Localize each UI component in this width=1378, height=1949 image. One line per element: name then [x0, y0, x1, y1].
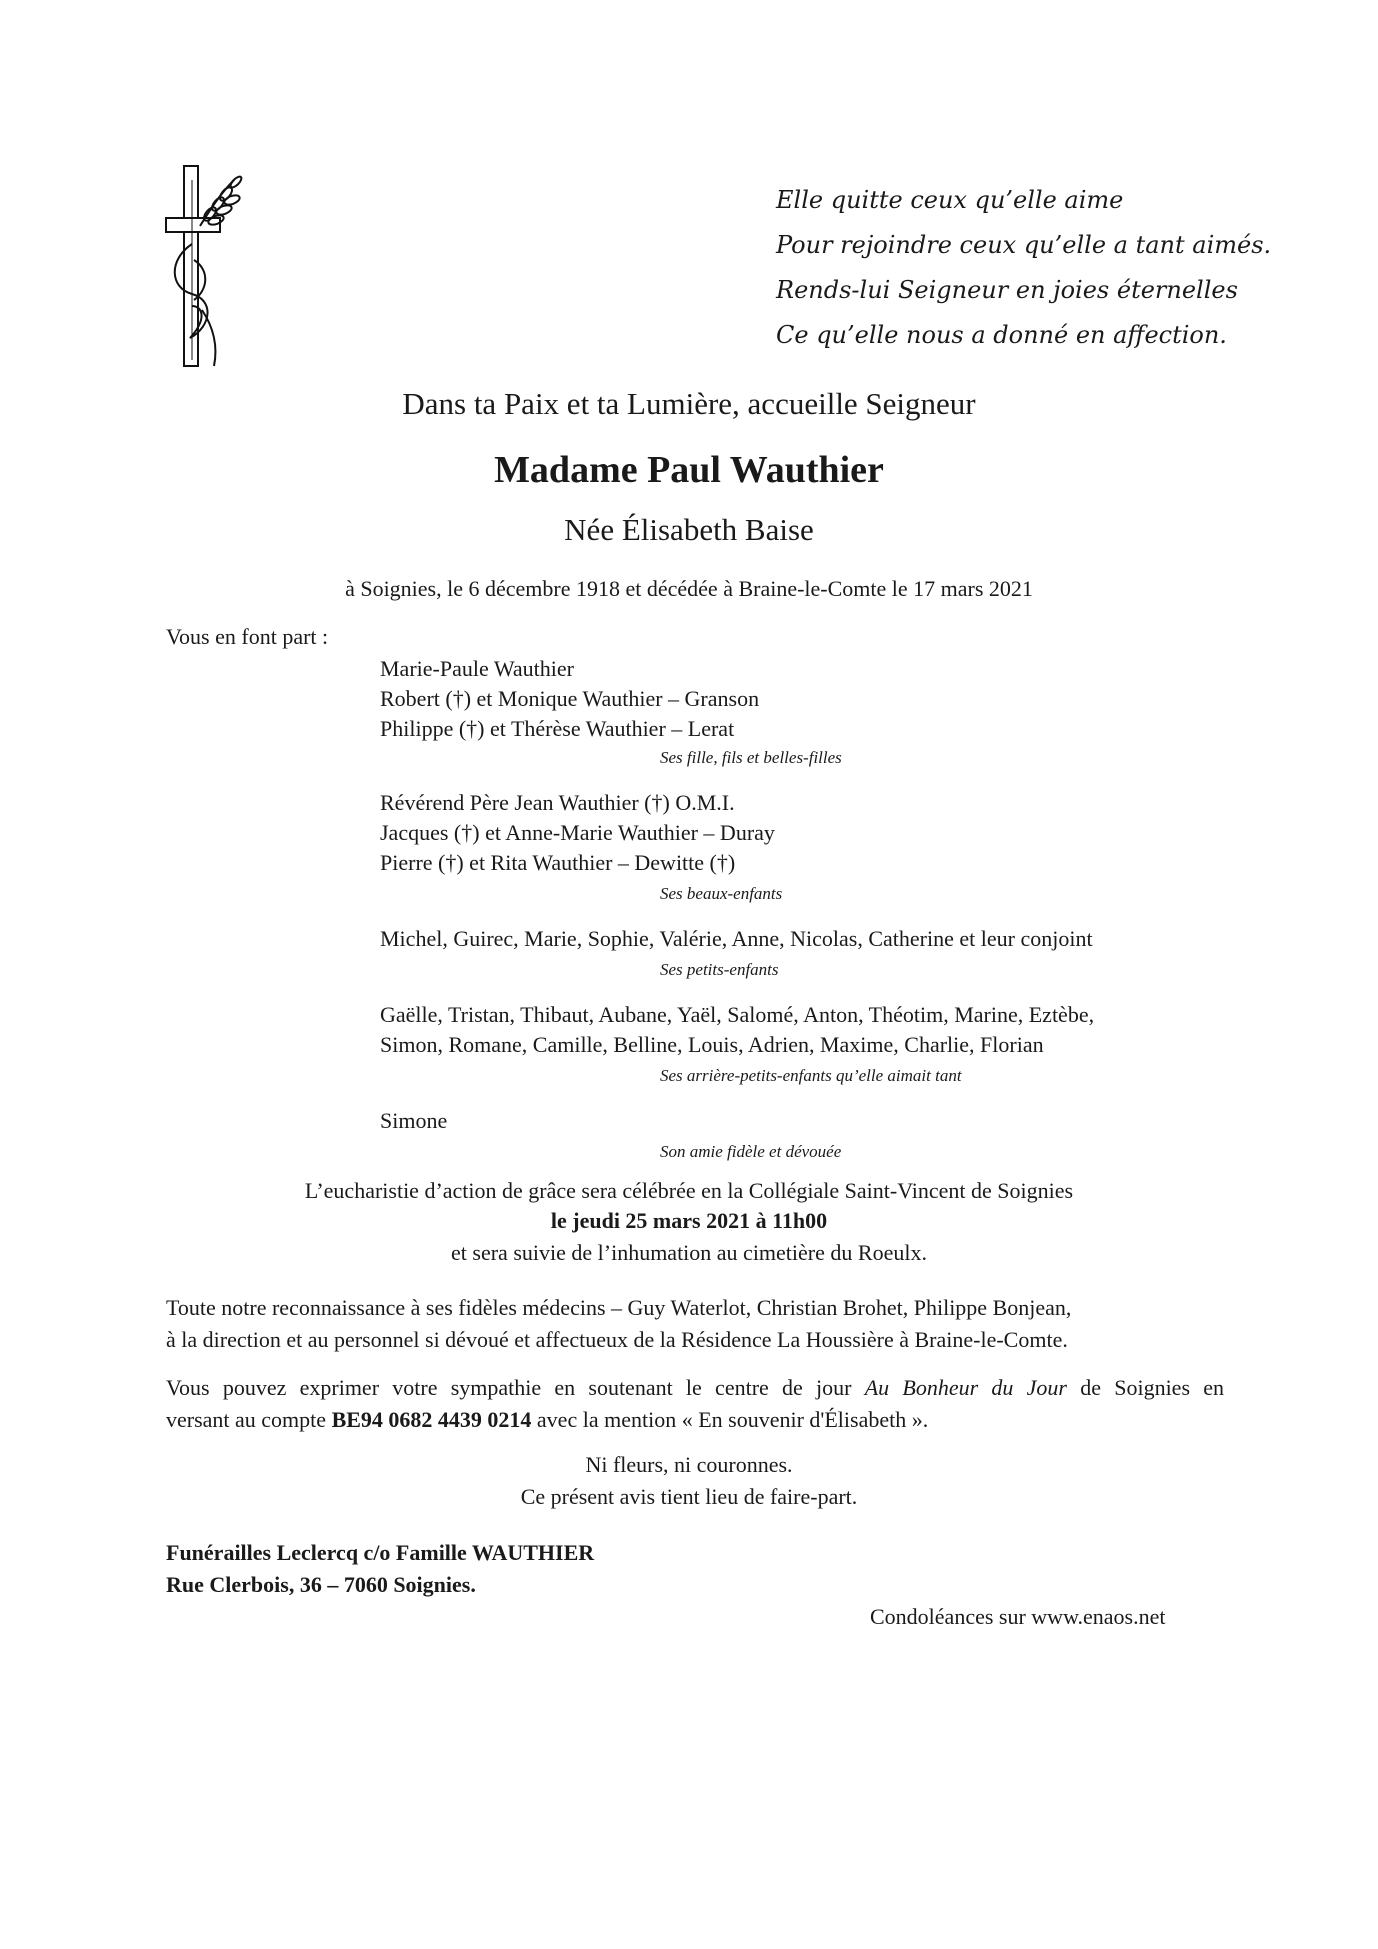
- family-intro: Vous en font part :: [166, 624, 329, 649]
- donation-text: de Soignies en: [1080, 1375, 1225, 1400]
- poem-line: Ce qu’elle nous a donné en affection.: [776, 321, 1227, 349]
- family-member: Jacques (†) et Anne-Marie Wauthier – Duray: [380, 820, 775, 845]
- family-member: Gaëlle, Tristan, Thibaut, Aubane, Yaël, Salomé, Anton, Théotim, Marine, Eztèbe,: [380, 1002, 1095, 1027]
- family-member: Robert (†) et Monique Wauthier – Granson: [380, 686, 760, 711]
- family-member: Marie-Paule Wauthier: [380, 656, 574, 681]
- thanks-line: Toute notre reconnaissance à ses fidèles médecins – Guy Waterlot, Christian Brohet, Philippe Bonjean,: [166, 1295, 1072, 1320]
- family-member: Philippe (†) et Thérèse Wauthier – Lerat: [380, 716, 735, 741]
- family-role: Ses beaux-enfants: [660, 884, 783, 903]
- donation-paragraph: [166, 1372, 1224, 1436]
- family-role: Son amie fidèle et dévouée: [660, 1142, 842, 1161]
- condolences-link[interactable]: Condoléances sur www.enaos.net: [870, 1604, 1166, 1629]
- no-flowers-notice: Ni fleurs, ni couronnes.: [585, 1452, 793, 1477]
- family-member: Pierre (†) et Rita Wauthier – Dewitte (†): [380, 850, 736, 875]
- birth-death-dates: à Soignies, le 6 décembre 1918 et décédée à Braine-le-Comte le 17 mars 2021: [345, 576, 1033, 601]
- funeral-home-address: Rue Clerbois, 36 – 7060 Soignies.: [166, 1572, 476, 1597]
- bank-account: BE94 0682 4439 0214: [331, 1407, 532, 1432]
- poem-line: Elle quitte ceux qu’elle aime: [776, 186, 1124, 214]
- family-member: Michel, Guirec, Marie, Sophie, Valérie, Anne, Nicolas, Catherine et leur conjoint: [380, 926, 1093, 951]
- family-member: Révérend Père Jean Wauthier (†) O.M.I.: [380, 790, 735, 815]
- family-member: Simone: [380, 1108, 448, 1133]
- deceased-name: Madame Paul Wauthier: [494, 449, 884, 491]
- day-center-name: Au Bonheur du Jour: [864, 1375, 1067, 1400]
- donation-text: versant au compte: [166, 1407, 327, 1432]
- ceremony-text: L’eucharistie d’action de grâce sera célébrée en la Collégiale Saint-Vincent de Soignies: [304, 1178, 1074, 1203]
- poem: [776, 178, 1336, 358]
- poem-line: Pour rejoindre ceux qu’elle a tant aimés.: [776, 231, 1272, 259]
- ceremony-datetime: le jeudi 25 mars 2021 à 11h00: [550, 1208, 828, 1233]
- cross-with-wheat-icon: [162, 160, 262, 370]
- family-role: Ses petits-enfants: [660, 960, 779, 979]
- funeral-home: Funérailles Leclercq c/o Famille WAUTHIER: [166, 1540, 595, 1565]
- donation-text: Vous pouvez exprimer votre sympathie en soutenant le centre de jour: [166, 1375, 852, 1400]
- donation-text: avec la mention « En souvenir d'Élisabeth ».: [536, 1407, 929, 1432]
- poem-line: Rends-lui Seigneur en joies éternelles: [776, 276, 1238, 304]
- maiden-name: Née Élisabeth Baise: [564, 512, 814, 547]
- ceremony-burial: et sera suivie de l’inhumation au cimetière du Roeulx.: [451, 1240, 927, 1265]
- notice-statement: Ce présent avis tient lieu de faire-part.: [520, 1484, 858, 1509]
- family-role: Ses arrière-petits-enfants qu’elle aimait tant: [660, 1066, 962, 1085]
- invocation: Dans ta Paix et ta Lumière, accueille Seigneur: [402, 386, 976, 421]
- thanks-line: à la direction et au personnel si dévoué et affectueux de la Résidence La Houssière à Braine-le-Comte.: [166, 1327, 1068, 1352]
- family-member: Simon, Romane, Camille, Belline, Louis, Adrien, Maxime, Charlie, Florian: [380, 1032, 1044, 1057]
- family-role: Ses fille, fils et belles-filles: [660, 748, 842, 767]
- thanks-paragraph: [166, 1292, 1224, 1356]
